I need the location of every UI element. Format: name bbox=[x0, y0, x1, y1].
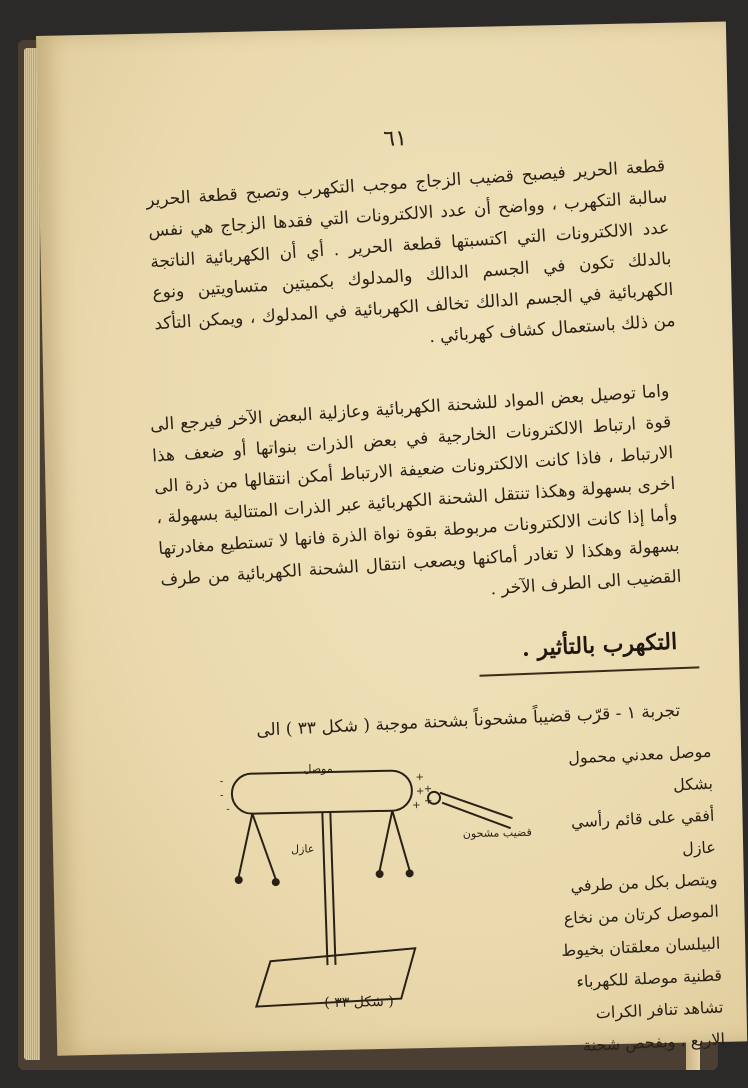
induction-apparatus-drawing bbox=[211, 756, 536, 1023]
svg-text:+: + bbox=[424, 795, 433, 808]
paragraph-2: واما توصيل بعض المواد للشحنة الكهربائية وعازلية البعض الآخر فيرجع الى قوة ارتباط الالكترونات الخارجية في بعض الذرات بنواتها أو ضعف هذا الارتباط ، فاذا كانت الالكترونات ضعيفة الارتباط أمكن انتقالها من ذرة الى اخرى بسهولة وهكذا تنتقل الشحنة الكهربائية عبر الذرات المتتالية بسهولة ، وأما إذا كانت الالكترونات مربوطة بقوة نواة الذرة فانها لا تستطيع مغادرتها بسهولة وهكذا لا تغادر أماكنها ويصعب انتقال الشحنة الكهربائية من طرف القضيب الى الطرف الآخر . bbox=[149, 381, 683, 600]
heading-underline bbox=[479, 666, 699, 676]
paragraph-1: قطعة الحرير فيصبح قضيب الزجاج موجب التكهرب وتصبح قطعة الحرير سالبة التكهرب ، وواضح أن عدد الالكترونات التي فقدها الزجاج هي نفس عدد الالكترونات التي اكتسبتها قطعة الحرير . أي أن الكهربائية الناتجة بالدلك تكون في الجسم الدالك والمدلوك بكميتين متساويتين ونوع الكهربائية في الجسم الدالك تخالف الكهربائية في المدلوك ، ويمكن التأكد من ذلك باستعمال كشاف كهربائي . bbox=[145, 156, 676, 348]
label-charged-rod: قضيب مشحون bbox=[462, 825, 532, 841]
side-text-line: الاربع ، وبفحص شحنة bbox=[582, 1029, 726, 1056]
experiment-line: تجربة ١ - قرّب قضيباً مشحوناً بشحنة موجبة ( شكل ٣٣ ) الى bbox=[255, 700, 681, 741]
svg-text:+: + bbox=[423, 783, 433, 796]
conductor-cylinder bbox=[231, 770, 412, 814]
svg-text:-: - bbox=[219, 790, 224, 802]
side-text-line: ويتصل بكل من طرفي bbox=[570, 869, 718, 896]
side-text-column bbox=[531, 736, 726, 1064]
side-text-line: قطنية موصلة للكهرباء bbox=[576, 965, 723, 992]
label-conductor: موصل bbox=[303, 761, 333, 776]
pith-ball bbox=[272, 878, 280, 886]
page-number: ٦١ bbox=[382, 126, 408, 152]
book-page bbox=[36, 22, 747, 1056]
svg-text:-: - bbox=[219, 776, 224, 788]
pith-ball bbox=[376, 870, 384, 878]
label-insulator: عازل bbox=[290, 842, 315, 856]
side-text-line: الموصل كرتان من نخاع bbox=[563, 901, 720, 928]
svg-text:+: + bbox=[415, 786, 425, 798]
pith-ball bbox=[235, 876, 243, 884]
svg-text:-: - bbox=[226, 804, 230, 816]
page-stack-edge bbox=[24, 48, 40, 1060]
side-text-line: البيلسان معلقتان بخيوط bbox=[560, 933, 721, 960]
figure-33-illustration bbox=[211, 756, 536, 1023]
figure-caption: ( شكل ٣٣ ) bbox=[324, 993, 394, 1012]
side-text-line: أفقي على قائم رأسي عازل bbox=[570, 805, 717, 859]
svg-text:+: + bbox=[415, 772, 425, 784]
pith-ball bbox=[406, 869, 414, 877]
section-heading: التكهرب بالتأثير . bbox=[521, 628, 678, 662]
insulating-stand bbox=[322, 812, 327, 965]
side-text-line: موصل معدني محمول بشكل bbox=[567, 741, 714, 795]
svg-text:+: + bbox=[412, 800, 421, 812]
side-text-line: تشاهد تنافر الكرات bbox=[595, 997, 724, 1023]
